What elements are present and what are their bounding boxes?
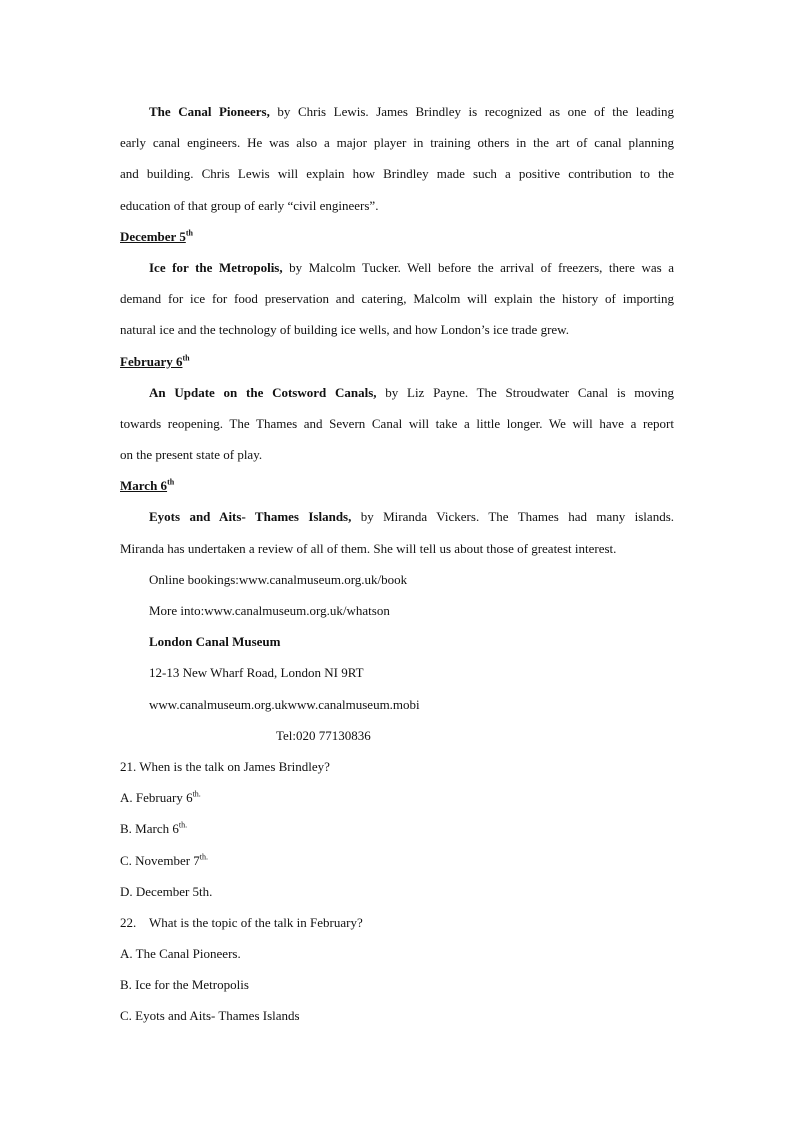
option-suffix: th. [192, 789, 201, 799]
option-text: C. November 7 [120, 852, 200, 868]
option-suffix: th. [178, 820, 188, 830]
talk-text: by Chris Lewis. James Brindley is recognized as one of the leading [269, 104, 674, 119]
talk-title: An Update on the Cotsword Canals, [149, 384, 377, 400]
talk-date-suffix: th [185, 228, 193, 238]
talk-title: Ice for the Metropolis, [149, 259, 283, 275]
talk-text: by Liz Payne. The Stroudwater Canal is moving [376, 384, 674, 400]
question-option[interactable] [120, 845, 674, 876]
option-text: B. March 6 [120, 821, 179, 837]
question-option[interactable] [120, 782, 674, 813]
question-stem: 21. When is the talk on James Brindley? [120, 758, 330, 774]
document-page [120, 96, 674, 1032]
question-stem: 22. What is the topic of the talk in February? [120, 914, 363, 930]
talk-paragraph-line: early canal engineers. He was also a major player in training others in the art of canal planning [120, 135, 674, 151]
talk-paragraph-line [120, 96, 674, 127]
talk-title: The Canal Pioneers, [149, 104, 270, 119]
talk-paragraph-line [120, 252, 674, 283]
talk-paragraph-line: education of that group of early “civil engineers”. [120, 197, 379, 213]
museum-name: London Canal Museum [149, 634, 281, 650]
option-suffix: th. [199, 852, 209, 862]
option-text: D. December 5th. [120, 883, 213, 899]
talk-paragraph-line [120, 377, 674, 408]
talk-text: by Miranda Vickers. The Thames had many islands. [351, 509, 674, 525]
option-text: B. Ice for the Metropolis [120, 977, 249, 993]
talk-date-text: December 5 [120, 228, 186, 244]
talk-paragraph-line: natural ice and the technology of building ice wells, and how London’s ice trade grew. [120, 322, 569, 338]
question-option[interactable] [120, 876, 674, 907]
talk-title: Eyots and Aits- Thames Islands, [149, 509, 352, 525]
talk-date [120, 346, 674, 377]
option-text: A. The Canal Pioneers. [120, 946, 241, 962]
museum-telephone: Tel:020 77130836 [276, 727, 371, 743]
question-option[interactable] [120, 1000, 674, 1031]
talk-paragraph-line: Miranda has undertaken a review of all of them. She will tell us about those of greatest interest. [120, 540, 617, 556]
talk-paragraph-line: on the present state of play. [120, 447, 263, 463]
talk-paragraph-line: towards reopening. The Thames and Severn Canal will take a little longer. We will have a report [120, 415, 674, 431]
talk-paragraph-line: demand for ice for food preservation and catering, Malcolm will explain the history of importing [120, 291, 674, 307]
talk-date-text: March 6 [120, 478, 168, 494]
question-option[interactable] [120, 813, 674, 844]
more-info-link[interactable]: More into:www.canalmuseum.org.uk/whatson [149, 603, 390, 618]
talk-text: by Malcolm Tucker. Well before the arrival of freezers, there was a [282, 259, 674, 275]
museum-websites[interactable]: www.canalmuseum.org.ukwww.canalmuseum.mobi [149, 696, 420, 712]
talk-date-suffix: th [167, 477, 175, 487]
talk-paragraph-line: and building. Chris Lewis will explain how Brindley made such a positive contribution to the [120, 166, 674, 182]
talk-date-text: February 6 [120, 353, 183, 369]
bookings-link[interactable]: Online bookings:www.canalmuseum.org.uk/book [149, 571, 408, 587]
talk-date-suffix: th [182, 353, 190, 363]
option-text: C. Eyots and Aits- Thames Islands [120, 1008, 300, 1024]
option-text: A. February 6 [120, 790, 193, 806]
talk-date [120, 470, 674, 501]
museum-address: 12-13 New Wharf Road, London NI 9RT [149, 665, 364, 681]
talk-date [120, 221, 674, 252]
question-option[interactable] [120, 938, 674, 969]
talk-paragraph-line [120, 501, 674, 532]
question-option[interactable] [120, 969, 674, 1000]
